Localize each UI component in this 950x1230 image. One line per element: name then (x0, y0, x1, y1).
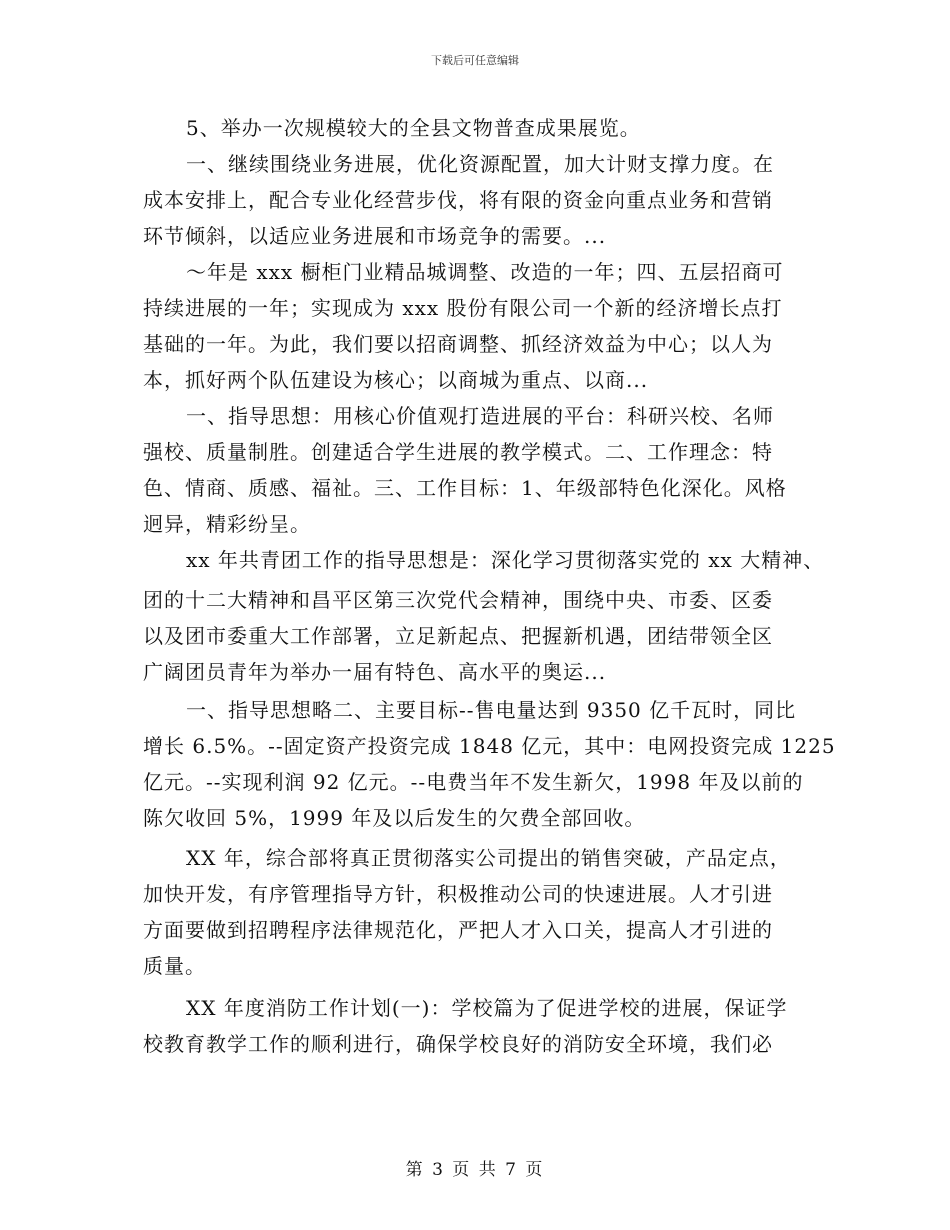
text-line: 方面要做到招聘程序法律规范化，严把人才入口关，提高人才引进的 (143, 918, 773, 942)
text-line: 基础的一年。为此，我们要以招商调整、抓经济效益为中心；以人为 (143, 332, 773, 356)
text-line: 一、指导思想略二、主要目标--售电量达到 9350 亿千瓦时，同比 (186, 698, 797, 722)
text-line: 亿元。--实现利润 92 亿元。--电费当年不发生新欠，1998 年及以前的 (143, 770, 804, 794)
text-line: ～年是 xxx 橱柜门业精品城调整、改造的一年；四、五层招商可 (186, 260, 784, 284)
document-body (143, 110, 836, 1062)
text-line: 5、举办一次规模较大的全县文物普查成果展览。 (186, 116, 641, 140)
text-line: 增长 6.5%。--固定资产投资完成 1848 亿元，其中：电网投资完成 1225 (143, 734, 836, 758)
text-line: 广阔团员青年为举办一届有特色、高水平的奥运... (143, 660, 607, 684)
text-line: 环节倾斜，以适应业务进展和市场竞争的需要。... (143, 224, 607, 248)
text-line: 色、情商、质感、福祉。三、工作目标：1、年级部特色化深化。风格 (143, 476, 787, 500)
text-line: 校教育教学工作的顺利进行，确保学校良好的消防安全环境，我们必 (143, 1032, 773, 1056)
text-line: 一、继续围绕业务进展，优化资源配置，加大计财支撑力度。在 (186, 152, 774, 176)
text-line: 迥异，精彩纷呈。 (143, 512, 311, 536)
text-line: xx 年共青团工作的指导思想是：深化学习贯彻落实党的 xx 大精神、 (186, 548, 825, 572)
text-line: XX 年，综合部将真正贯彻落实公司提出的销售突破，产品定点， (186, 846, 791, 870)
text-line: 成本安排上，配合专业化经营步伐，将有限的资金向重点业务和营销 (143, 188, 773, 212)
text-line: 质量。 (143, 954, 206, 978)
text-line: 本，抓好两个队伍建设为核心；以商城为重点、以商... (143, 368, 649, 392)
page-header: 下载后可任意编辑 (431, 54, 519, 67)
text-line: 一、指导思想：用核心价值观打造进展的平台：科研兴校、名师 (186, 404, 774, 428)
text-line: 以及团市委重大工作部署，立足新起点、把握新机遇，团结带领全区 (143, 624, 773, 648)
text-line: 陈欠收回 5%，1999 年及以后发生的欠费全部回收。 (143, 806, 646, 830)
text-line: 加快开发，有序管理指导方针，积极推动公司的快速进展。人才引进 (143, 882, 773, 906)
text-line: XX 年度消防工作计划(一)：学校篇为了促进学校的进展，保证学 (186, 996, 788, 1020)
page-footer: 第 3 页 共 7 页 (405, 1160, 545, 1180)
text-line: 持续进展的一年；实现成为 xxx 股份有限公司一个新的经济增长点打 (143, 296, 783, 320)
text-line: 强校、质量制胜。创建适合学生进展的教学模式。二、工作理念：特 (143, 440, 773, 464)
text-line: 团的十二大精神和昌平区第三次党代会精神，围绕中央、市委、区委 (143, 588, 773, 612)
